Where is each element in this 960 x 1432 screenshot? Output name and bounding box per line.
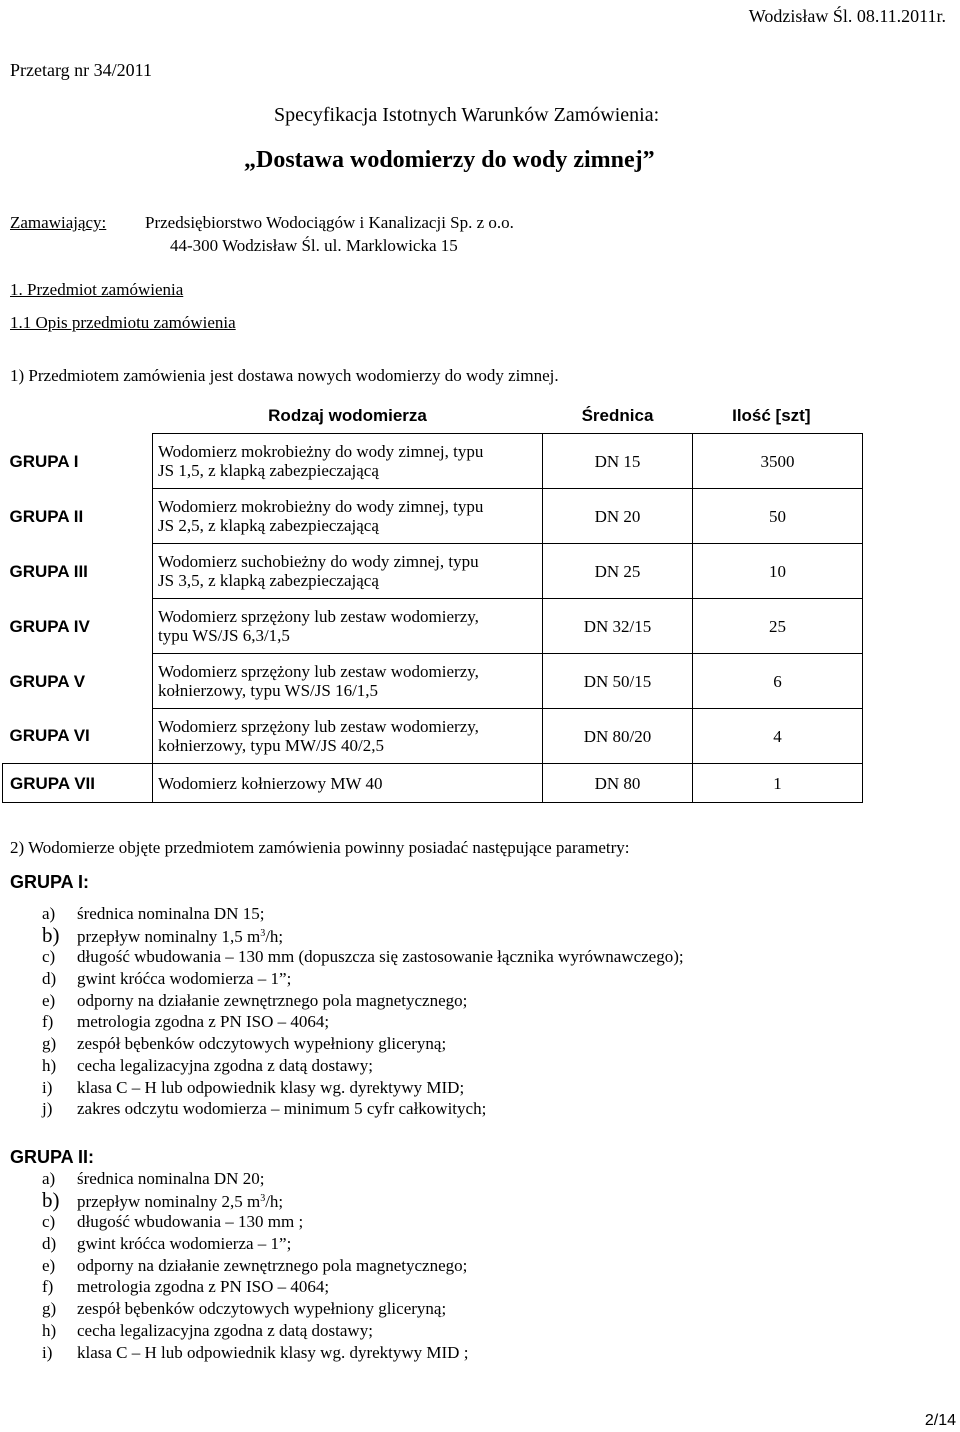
- list-label: h): [42, 1055, 57, 1075]
- header-meter-type: Rodzaj wodomierza: [268, 405, 427, 425]
- list-item: [10, 1320, 468, 1342]
- list-item: [10, 1233, 468, 1255]
- list-item: [10, 1255, 468, 1277]
- header-quantity: Ilość [szt]: [732, 405, 811, 425]
- group-cell: GRUPA V: [9, 671, 86, 691]
- list-label: c): [42, 947, 56, 967]
- list-item: [10, 1187, 468, 1212]
- section-heading-1-1: 1.1 Opis przedmiotu zamówienia: [10, 313, 236, 332]
- list-text: średnica nominalna DN 15;: [77, 904, 265, 923]
- list-text: odporny na działanie zewnętrznego pola magnetycznego;: [77, 1255, 468, 1275]
- list-text: gwint króćca wodomierza – 1”;: [77, 969, 292, 989]
- diameter-cell: DN 80: [543, 764, 693, 803]
- description-line: JS 2,5, z klapką zabezpieczającą: [158, 516, 379, 535]
- quantity-cell: 3500: [693, 434, 863, 489]
- table-row: [3, 599, 863, 654]
- list-label: h): [42, 1320, 57, 1340]
- paragraph-2: 2) Wodomierze objęte przedmiotem zamówienia powinny posiadać następujące parametry:: [10, 838, 630, 857]
- description-line: Wodomierz sprzężony lub zestaw wodomierzy,: [158, 607, 479, 626]
- group-cell: GRUPA IV: [9, 616, 90, 636]
- list-text: zespół bębenków odczytowych wypełniony gliceryną;: [77, 1299, 447, 1319]
- group-cell: GRUPA II: [9, 506, 84, 526]
- list-text: metrologia zgodna z PN ISO – 4064;: [77, 1012, 330, 1032]
- list-item: [10, 903, 684, 925]
- quantity-cell: 1: [693, 764, 863, 803]
- list-label: g): [42, 1034, 57, 1054]
- quantity-cell: 10: [693, 544, 863, 599]
- list-text: zespół bębenków odczytowych wypełniony gliceryną;: [77, 1034, 447, 1054]
- list-label: i): [42, 1077, 53, 1097]
- quantity-cell: 25: [693, 599, 863, 654]
- list-item: [10, 1098, 684, 1120]
- list-label: a): [42, 904, 56, 923]
- orderer-address: 44-300 Wodzisław Śl. ul. Marklowicka 15: [170, 236, 458, 255]
- section-heading-1: 1. Przedmiot zamówienia: [10, 280, 184, 299]
- list-item: [10, 922, 684, 947]
- description-cell: [153, 654, 543, 709]
- table-row: [3, 434, 863, 489]
- list-label: g): [42, 1299, 57, 1319]
- diameter-cell: DN 80/20: [543, 709, 693, 764]
- description-line: JS 3,5, z klapką zabezpieczającą: [158, 571, 379, 590]
- description-line: kołnierzowy, typu WS/JS 16/1,5: [158, 681, 379, 700]
- place-date: Wodzisław Śl. 08.11.2011r.: [748, 6, 946, 26]
- orderer-label: Zamawiający:: [10, 213, 107, 232]
- list-item: [10, 1276, 468, 1298]
- list-label: b): [42, 1187, 60, 1212]
- description-line: JS 1,5, z klapką zabezpieczającą: [158, 461, 379, 480]
- group1-list: [10, 903, 684, 1120]
- group-cell: GRUPA I: [9, 451, 79, 471]
- water-meter-table: [2, 397, 863, 803]
- list-text: klasa C – H lub odpowiednik klasy wg. dyrektywy MID;: [77, 1077, 465, 1097]
- page-title: „Dostawa wodomierzy do wody zimnej”: [244, 147, 655, 173]
- list-text: średnica nominalna DN 20;: [77, 1169, 265, 1188]
- page-number: 2/14: [924, 1412, 956, 1429]
- diameter-cell: DN 25: [543, 544, 693, 599]
- table-header-row: [3, 397, 863, 434]
- description-line: Wodomierz suchobieżny do wody zimnej, typu: [158, 552, 479, 571]
- list-text: cecha legalizacyjna zgodna z datą dostawy;: [77, 1055, 373, 1075]
- list-item: [10, 1077, 684, 1099]
- superscript: 3: [260, 1192, 266, 1204]
- list-item: [10, 1011, 684, 1033]
- quantity-cell: 4: [693, 709, 863, 764]
- group2-list: [10, 1168, 468, 1363]
- description-cell: [153, 489, 543, 544]
- list-item: [10, 1342, 468, 1364]
- list-item: [10, 946, 684, 968]
- group2-heading: GRUPA II:: [10, 1147, 94, 1167]
- list-label: j): [42, 1099, 53, 1119]
- table-row: [3, 489, 863, 544]
- list-label: e): [42, 990, 56, 1010]
- list-label: f): [42, 1277, 54, 1297]
- list-label: f): [42, 1012, 54, 1032]
- quantity-cell: 50: [693, 489, 863, 544]
- list-text: przepływ nominalny 2,5 m: [77, 1191, 261, 1211]
- superscript: 3: [260, 927, 266, 939]
- list-item: [10, 1298, 468, 1320]
- list-label: d): [42, 969, 57, 989]
- list-label: a): [42, 1169, 56, 1188]
- group-cell: GRUPA VII: [3, 764, 153, 803]
- list-item: [10, 1211, 468, 1233]
- diameter-cell: DN 15: [543, 434, 693, 489]
- description-line: Wodomierz mokrobieżny do wody zimnej, typu: [158, 497, 484, 516]
- description-cell: Wodomierz kołnierzowy MW 40: [153, 764, 543, 803]
- description-cell: [153, 544, 543, 599]
- orderer-name: Przedsiębiorstwo Wodociągów i Kanalizacji Sp. z o.o.: [145, 213, 514, 232]
- diameter-cell: DN 50/15: [543, 654, 693, 709]
- list-item: [10, 1033, 684, 1055]
- description-line: kołnierzowy, typu MW/JS 40/2,5: [158, 736, 385, 755]
- description-cell: [153, 434, 543, 489]
- group-cell: GRUPA III: [9, 561, 88, 581]
- list-item: [10, 1055, 684, 1077]
- list-text: długość wbudowania – 130 mm ;: [77, 1212, 304, 1232]
- header-diameter: Średnica: [581, 405, 654, 425]
- table-row: [3, 764, 863, 803]
- description-line: Wodomierz sprzężony lub zestaw wodomierzy,: [158, 717, 479, 736]
- list-label: i): [42, 1342, 53, 1362]
- list-text: przepływ nominalny 1,5 m: [77, 926, 261, 946]
- description-line: Wodomierz sprzężony lub zestaw wodomierzy,: [158, 662, 479, 681]
- quantity-cell: 6: [693, 654, 863, 709]
- table-row: [3, 654, 863, 709]
- group-cell: GRUPA VI: [9, 726, 90, 746]
- spec-title: Specyfikacja Istotnych Warunków Zamówienia:: [274, 104, 660, 126]
- list-item: [10, 1168, 468, 1190]
- list-label: b): [42, 922, 60, 947]
- list-text: długość wbudowania – 130 mm (dopuszcza się zastosowanie łącznika wyrównawczego);: [77, 947, 684, 967]
- table-row: [3, 544, 863, 599]
- paragraph-1: 1) Przedmiotem zamówienia jest dostawa nowych wodomierzy do wody zimnej.: [10, 366, 559, 385]
- description-cell: [153, 709, 543, 764]
- list-label: e): [42, 1255, 56, 1275]
- list-text: klasa C – H lub odpowiednik klasy wg. dyrektywy MID ;: [77, 1342, 469, 1362]
- tender-number: Przetarg nr 34/2011: [10, 60, 152, 80]
- diameter-cell: DN 32/15: [543, 599, 693, 654]
- list-text: odporny na działanie zewnętrznego pola magnetycznego;: [77, 990, 468, 1010]
- list-text: zakres odczytu wodomierza – minimum 5 cyfr całkowitych;: [77, 1099, 487, 1119]
- list-text: /h;: [265, 1191, 284, 1211]
- list-text: metrologia zgodna z PN ISO – 4064;: [77, 1277, 330, 1297]
- list-label: d): [42, 1234, 57, 1254]
- description-cell: [153, 599, 543, 654]
- description-line: typu WS/JS 6,3/1,5: [158, 626, 290, 645]
- description-line: Wodomierz mokrobieżny do wody zimnej, typu: [158, 442, 484, 461]
- list-text: cecha legalizacyjna zgodna z datą dostawy;: [77, 1320, 373, 1340]
- list-item: [10, 968, 684, 990]
- diameter-cell: DN 20: [543, 489, 693, 544]
- list-text: gwint króćca wodomierza – 1”;: [77, 1234, 292, 1254]
- table-row: [3, 709, 863, 764]
- group1-heading: GRUPA I:: [10, 872, 89, 892]
- list-item: [10, 990, 684, 1012]
- list-label: c): [42, 1212, 56, 1232]
- list-text: /h;: [265, 926, 284, 946]
